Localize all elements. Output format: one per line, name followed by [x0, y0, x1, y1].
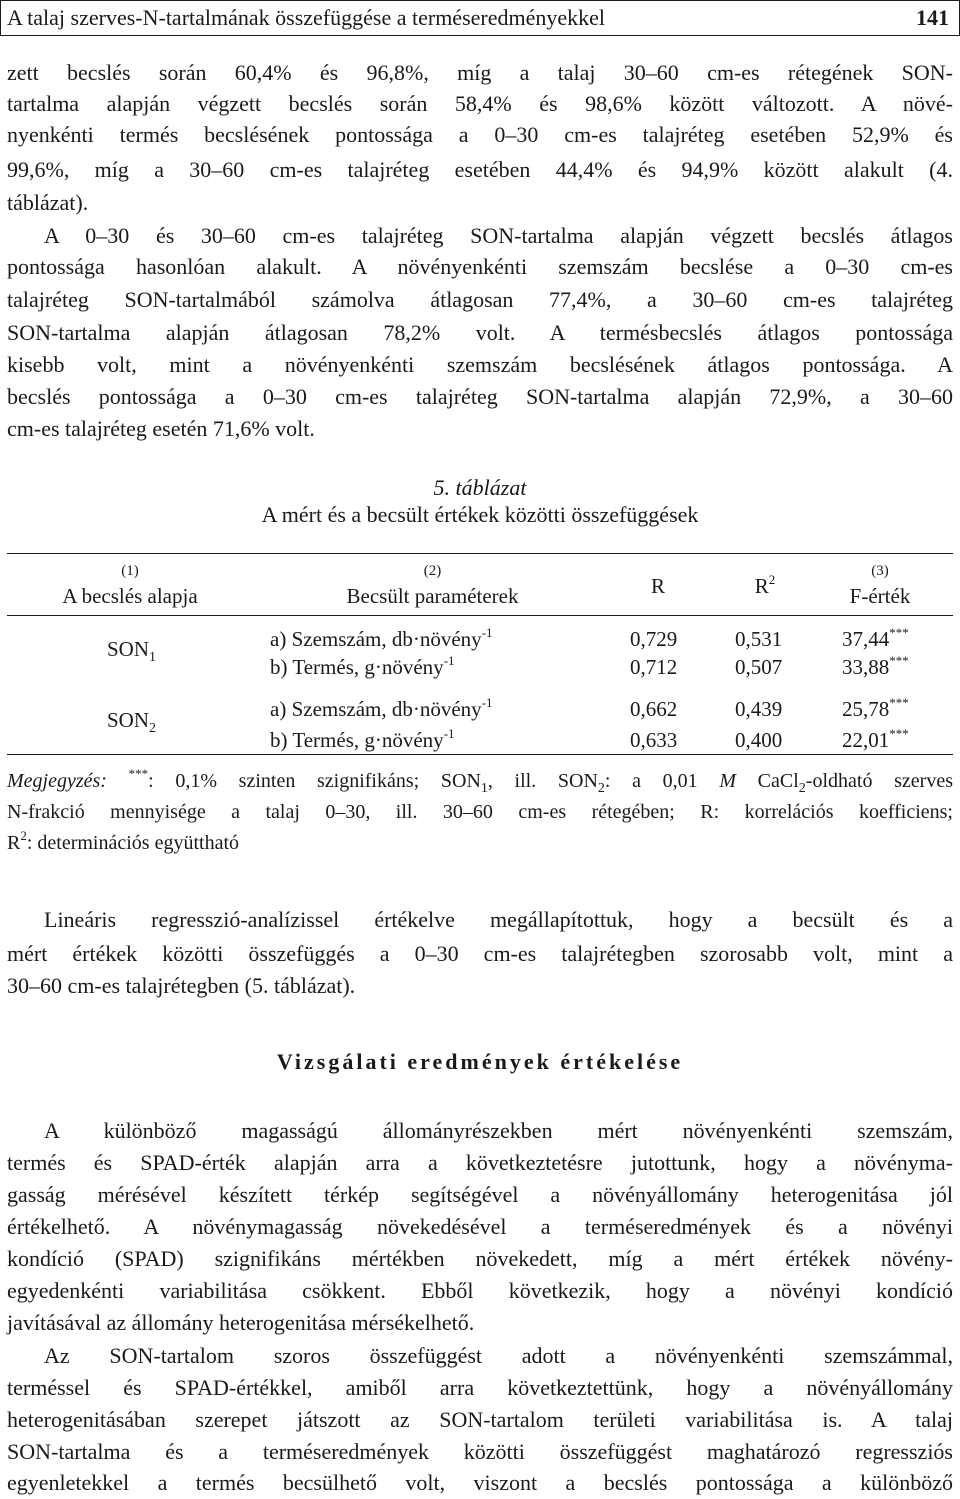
text-line: SON-tartalma és a terméseredmények közötti összefüggést maghatározó regressziós: [7, 1439, 953, 1464]
row2-f-a: 25,78***: [842, 695, 909, 721]
col3-header: R: [650, 574, 665, 598]
col5-header: F-érték: [849, 584, 911, 608]
row1-r-a: 0,729: [630, 627, 678, 651]
text-line: pontossága hasonlóan alakult. A növényenkénti szemszám becslése a 0–30 cm-es: [7, 254, 953, 279]
text-line: 99,6%, míg a 30–60 cm-es talajréteg esetében 44,4% és 94,9% között alakult (4.: [7, 157, 953, 182]
text-line: talajréteg SON-tartalmából számolva átlagosan 77,4%, a 30–60 cm-es talajréteg: [7, 287, 953, 312]
table-top-rule: [7, 553, 953, 554]
text-line: 30–60 cm-es talajrétegben (5. táblázat).: [7, 973, 356, 998]
note-line: Megjegyzés: ***: 0,1% szinten szignifikáns; $SON_1$, ill. $SON_2$: a 0,01 M CaCl$_2$-oldható szerves: [7, 766, 953, 796]
col4-header: $R^2$: [754, 572, 776, 598]
row2-r-b: 0,633: [630, 728, 678, 752]
text-line: tartalma alapján végzett becslés során 58,4% és 98,6% között változott. A növé-: [7, 91, 953, 116]
text-line: értékelhető. A növénymagasság növekedésével a terméseredmények és a növényi: [7, 1214, 953, 1239]
row2-basis: $SON_2$: [107, 708, 157, 736]
row1-r2-a: 0,531: [735, 627, 783, 651]
text-line: cm-es talajréteg esetén 71,6% volt.: [7, 416, 315, 441]
header-title: A talaj szerves-N-tartalmának összefüggése a terméseredményekkel: [7, 5, 606, 30]
row1-f-b: 33,88***: [842, 653, 909, 679]
text-line: nyenkénti termés becslésének pontossága a 0–30 cm-es talajréteg esetében 52,9% és: [7, 122, 953, 147]
text-line: Az SON-tartalom szoros összefüggést adott a növényenkénti szemszámmal,: [44, 1343, 953, 1368]
text-line: heterogenitásában szerepet játszott az SON-tartalom területi variabilitása is. A talaj: [7, 1407, 953, 1432]
text-line: becslés pontossága a 0–30 cm-es talajréteg SON-tartalma alapján 72,9%, a 30–60: [7, 384, 953, 409]
row2-param-b: b) Termés, g·növény$^{-1}$: [270, 726, 455, 752]
row2-param-a: a) Szemszám, db·növény$^{-1}$: [270, 695, 493, 721]
col2-header: Becsült paraméterek: [346, 584, 519, 608]
text-line: táblázat).: [7, 190, 89, 215]
col1-number: (1): [121, 563, 139, 579]
text-line: termés és SPAD-érték alapján arra a következtetésre jutottunk, hogy a növényma-: [7, 1150, 953, 1175]
row1-param-b: b) Termés, g·növény$^{-1}$: [270, 653, 455, 679]
text-line: A 0–30 és 30–60 cm-es talajréteg SON-tartalma alapján végzett becslés átlagos: [44, 223, 953, 248]
col2-number: (2): [423, 563, 442, 579]
col5-number: (3): [871, 563, 889, 579]
text-line: A különböző magasságú állományrészekben mért növényenkénti szemszám,: [44, 1118, 953, 1143]
row1-basis: $SON_1$: [107, 637, 157, 665]
text-line: kondíció (SPAD) szignifikáns mértékben növekedett, míg a mért értékek növény-: [7, 1246, 953, 1271]
note-line: N-frakció mennyisége a talaj 0–30, ill. 30–60 cm-es rétegében; R: korrelációs koefficiens;: [7, 801, 953, 823]
row1-param-a: a) Szemszám, db·növény$^{-1}$: [270, 625, 493, 651]
table-title: A mért és a becsült értékek közötti összefüggések: [261, 502, 699, 527]
text-line: terméssel és SPAD-értékkel, amiből arra következtettünk, hogy a növényállomány: [7, 1375, 953, 1400]
row1-f-a: 37,44***: [842, 625, 909, 651]
text-line: Lineáris regresszió-analízissel értékelve megállapítottuk, hogy a becsült és a: [44, 907, 953, 932]
running-header: [0, 0, 960, 36]
row1-r-b: 0,712: [630, 655, 678, 679]
table-number: 5. táblázat: [433, 475, 527, 500]
table-header-rule: [7, 615, 953, 616]
text-line: egyedenkénti variabilitása csökkent. Ebből következik, hogy a növényi kondíció: [7, 1278, 953, 1303]
table-bottom-rule: [7, 754, 953, 755]
text-line: kisebb volt, mint a növényenkénti szemszám becslésének átlagos pontossága. A: [7, 352, 953, 377]
text-line: SON-tartalma alapján átlagosan 78,2% volt. A termésbecslés átlagos pontossága: [7, 320, 953, 345]
row1-r2-b: 0,507: [735, 655, 783, 679]
note-line: $R^2$: determinációs együttható: [7, 828, 240, 854]
text-line: javításával az állomány heterogenitása mérsékelhető.: [7, 1310, 475, 1335]
row2-r2-a: 0,439: [735, 697, 783, 721]
text-line: zett becslés során 60,4% és 96,8%, míg a talaj 30–60 cm-es rétegének SON-: [7, 60, 953, 85]
row2-r-a: 0,662: [630, 697, 678, 721]
section-heading: Vizsgálati eredmények értékelése: [276, 1049, 684, 1074]
row2-f-b: 22,01***: [842, 726, 909, 752]
text-line: mért értékek közötti összefüggés a 0–30 cm-es talajrétegben szorosabb volt, mint a: [7, 941, 953, 966]
text-line: egyenletekkel a termés becsülhető volt, viszont a becslés pontossága a különböző: [7, 1470, 953, 1495]
page-number: 141: [916, 5, 949, 30]
text-line: gasság mérésével készített térkép segítségével a növényállomány heterogenitása jól: [7, 1182, 953, 1207]
col1-header: A becslés alapja: [62, 584, 198, 608]
row2-r2-b: 0,400: [735, 728, 783, 752]
